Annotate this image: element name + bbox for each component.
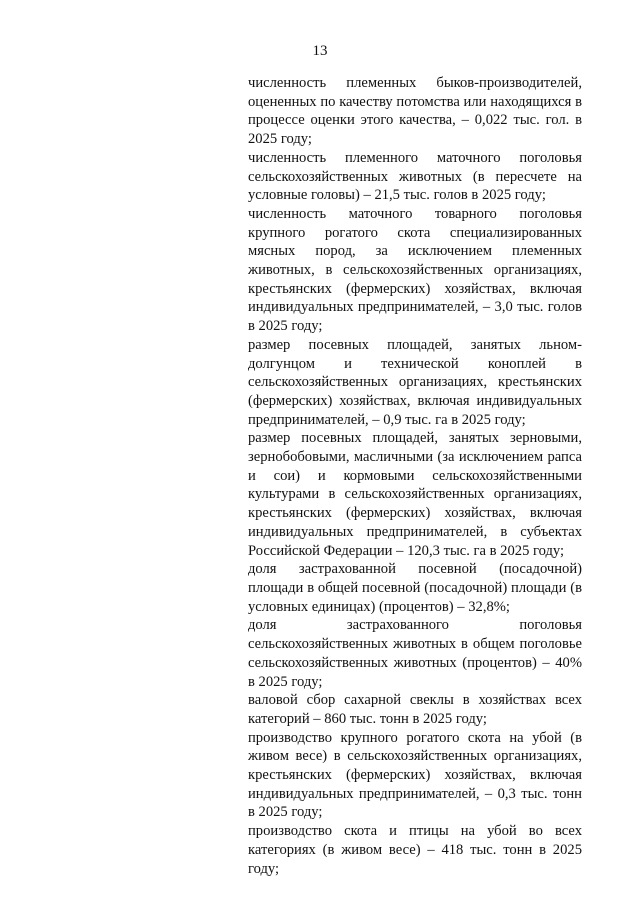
document-body xyxy=(248,74,582,878)
list-item: размер посевных площадей, занятых льном-долгунцом и технической коноплей в сельскохозяйственных организациях, крестьянских (фермерских) хозяйствах, включая индивидуальных предпринимателей, – 0,9 тыс. га в 2025 году; xyxy=(248,336,582,428)
list-item: численность маточного товарного поголовья крупного рогатого скота специализированных мясных пород, за исключением племенных животных, в сельскохозяйственных организациях, крестьянских (фермерских) хозяйствах, включая индивидуальных предпринимателей, – 3,0 тыс. голов в 2025 году; xyxy=(248,205,582,335)
list-item: производство скота и птицы на убой во всех категориях (в живом весе) – 418 тыс. тонн в 2025 году; xyxy=(248,823,582,877)
page-number: 13 xyxy=(312,43,328,59)
list-item: численность племенного маточного поголовья сельскохозяйственных животных (в пересчете на условные головы) – 21,5 тыс. голов в 2025 году; xyxy=(248,149,582,204)
list-item: производство крупного рогатого скота на убой (в живом весе) в сельскохозяйственных организациях, крестьянских (фермерских) хозяйствах, включая индивидуальных предпринимателей, – 0,3 тыс. тонн в 2025 году; xyxy=(248,729,582,821)
list-item: доля застрахованного поголовья сельскохозяйственных животных в общем поголовье сельскохозяйственных животных (процентов) – 40% в 2025 году; xyxy=(248,617,582,690)
list-item: размер посевных площадей, занятых зерновыми, зернобобовыми, масличными (за исключением рапса и сои) и кормовыми сельскохозяйственными культурами в сельскохозяйственных организациях, крестьянских (фермерских) хозяйствах, включая индивидуальных предпринимателей, в субъектах Российской Федерации – 120,3 тыс. га в 2025 году; xyxy=(248,430,582,559)
list-item: доля застрахованной посевной (посадочной) площади в общей посевной (посадочной) площади (в условных единицах) (процентов) – 32,8%; xyxy=(248,561,582,615)
list-item: численность племенных быков-производителей, оцененных по качеству потомства или находящихся в процессе оценки этого качества, – 0,022 тыс. гол. в 2025 году; xyxy=(248,75,582,148)
list-item: валовой сбор сахарной свеклы в хозяйствах всех категорий – 860 тыс. тонн в 2025 году; xyxy=(248,692,582,727)
